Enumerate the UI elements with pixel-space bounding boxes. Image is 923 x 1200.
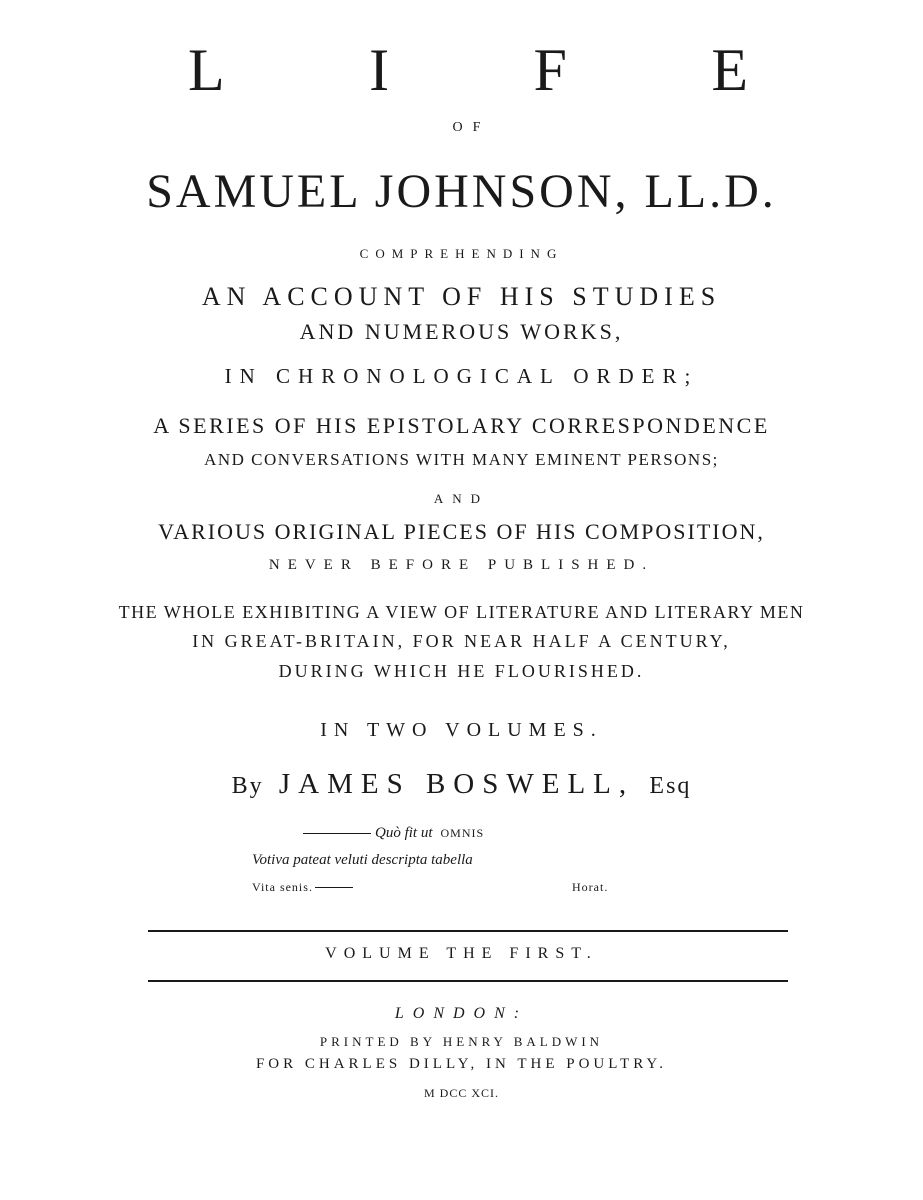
description-line-9: IN GREAT-BRITAIN, FOR NEAR HALF A CENTURY, xyxy=(192,631,731,651)
description-line-3: IN CHRONOLOGICAL ORDER; xyxy=(224,364,699,388)
description-line-5: AND CONVERSATIONS WITH MANY EMINENT PERSONS; xyxy=(204,450,719,469)
epigraph-line-1 xyxy=(303,826,484,841)
title-letter: E xyxy=(711,37,748,103)
description-line-8: THE WHOLE EXHIBITING A VIEW OF LITERATURE AND LITERARY MEN xyxy=(118,602,805,622)
imprint-date: M DCC XCI. xyxy=(423,1086,499,1100)
epigraph-dash xyxy=(303,833,371,834)
divider-bottom xyxy=(148,980,788,982)
comprehending-label: COMPREHENDING xyxy=(359,246,564,261)
epigraph-italic: Quò fit ut xyxy=(375,825,433,841)
epigraph-caps: OMNIS xyxy=(440,826,485,840)
author-esq: Esq xyxy=(649,773,692,799)
epigraph-line-3 xyxy=(252,880,353,895)
description-line-2: AND NUMEROUS WORKS, xyxy=(299,319,624,344)
epigraph-line-2: Votiva pateat veluti descripta tabella xyxy=(252,852,473,868)
title-letter: L xyxy=(188,37,225,103)
title-subject: SAMUEL JOHNSON, LL.D. xyxy=(146,165,777,218)
epigraph-vita-senis: Vita senis. xyxy=(252,880,313,894)
volumes-note: IN TWO VOLUMES. xyxy=(320,719,603,741)
description-line-4: A SERIES OF HIS EPISTOLARY CORRESPONDENCE xyxy=(153,413,770,438)
description-line-7: NEVER BEFORE PUBLISHED. xyxy=(268,557,655,573)
epigraph-dash xyxy=(315,887,353,888)
author-line xyxy=(0,770,923,799)
imprint-printer: PRINTED BY HENRY BALDWIN xyxy=(319,1034,604,1049)
volume-label: VOLUME THE FIRST. xyxy=(325,945,598,962)
title-of: OF xyxy=(452,120,491,135)
epigraph-attribution xyxy=(572,880,608,895)
title-letter: F xyxy=(533,37,567,103)
description-line-6: VARIOUS ORIGINAL PIECES OF HIS COMPOSITION, xyxy=(158,519,765,544)
imprint-publisher: FOR CHARLES DILLY, IN THE POULTRY. xyxy=(255,1056,668,1072)
epigraph-horat: Horat. xyxy=(572,880,609,894)
description-line-1: AN ACCOUNT OF HIS STUDIES xyxy=(201,282,722,311)
author-name: JAMES BOSWELL, xyxy=(278,768,635,800)
imprint-city: LONDON: xyxy=(394,1005,529,1022)
title-life xyxy=(188,37,748,103)
divider-top xyxy=(148,930,788,932)
title-letter: I xyxy=(369,37,390,103)
and-label: AND xyxy=(433,491,490,506)
author-by: By xyxy=(231,773,264,799)
description-line-10: DURING WHICH HE FLOURISHED. xyxy=(278,661,645,681)
